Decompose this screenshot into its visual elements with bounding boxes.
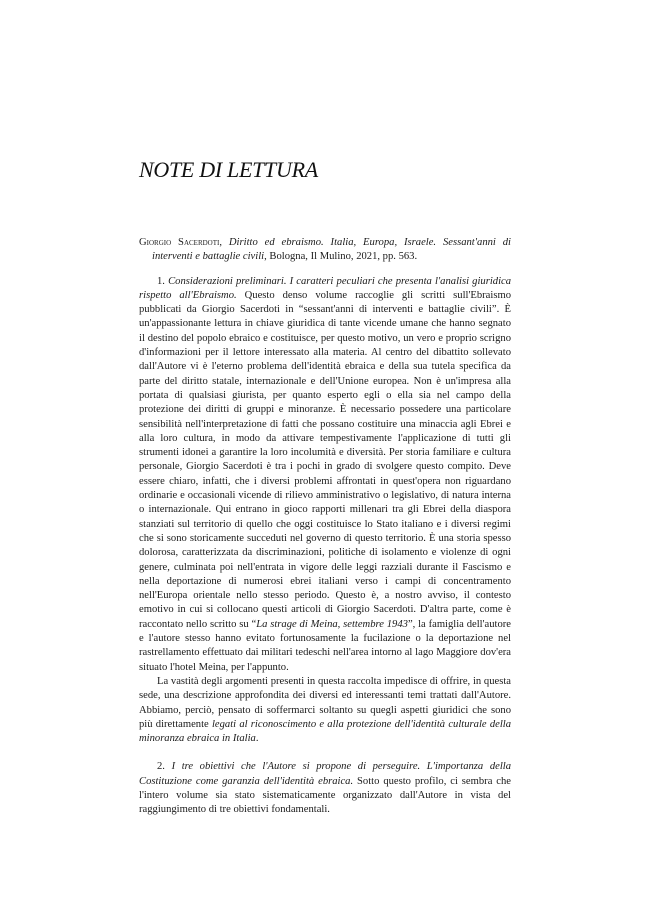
paragraph-1-number: 1.: [157, 275, 169, 287]
paragraph-3-number: 2.: [157, 761, 172, 773]
citation-author-separator: ,: [219, 237, 229, 248]
paragraph-1-body-end: ”, la famiglia dell'autore e l'autore stesso hanno evitato fortunosamente la fucilazione o la deportazione nel rastrellamento effettuato dai militari tedeschi nell'area intorno al lago Maggiore dov'era situato l'hotel Meina, per l'appunto.: [139, 618, 511, 673]
book-citation: [139, 236, 511, 265]
paragraph-3: [139, 760, 511, 817]
section-title: NOTE DI LETTURA: [139, 157, 318, 182]
paragraph-2: [139, 675, 511, 746]
citation-author: Giorgio Sacerdoti: [139, 237, 220, 248]
paragraph-3-body: Sotto questo profilo, ci sembra che l'intero volume sia stato sistematicamente organizzato dall'Autore in vista del raggiungimento di tre obiettivi fondamentali.: [139, 775, 511, 816]
paragraph-1-heading: Considerazioni preliminari. I caratteri peculiari che presenta l'analisi giuridica rispetto all'Ebraismo.: [139, 275, 512, 301]
paragraph-2-body: La vastità degli argomenti presenti in questa raccolta impedisce di offrire, in questa sede, una descrizione approfondita dei diversi ed interessanti temi trattati dall'Autore. Abbiamo, perciò, pensato di soffermarci soltanto su quegli aspetti giuridici che sono più direttamente: [139, 675, 511, 730]
paragraph-1-quote: La strage di Meina, settembre 1943: [256, 618, 408, 630]
citation-title: Diritto ed ebraismo. Italia, Europa, Israele. Sessant'anni di interventi e battaglie civili: [152, 237, 512, 263]
review-body: [139, 236, 511, 818]
paragraph-2-period: .: [255, 733, 259, 745]
paragraph-3-heading: I tre obiettivi che l'Autore si propone di perseguire. L'importanza della Costituzione come garanzia dell'identità ebraica.: [139, 761, 512, 787]
paragraph-1: [139, 275, 511, 675]
citation-details: , Bologna, Il Mulino, 2021, pp. 563.: [264, 251, 418, 263]
paragraph-2-italic: legati al riconoscimento e alla protezione dell'identità culturale della minoranza ebraica in Italia: [139, 718, 512, 745]
paragraph-1-body: Questo denso volume raccoglie gli scritti sull'Ebraismo pubblicati da Giorgio Sacerdoti in “sessant'anni di interventi e battaglie civili”. È un'appassionante lettura in chiave giuridica di tante vicende umane che hanno segnato il destino del popolo ebraico e costituisce, per questo motivo, un vero e proprio scrigno d'informazioni per il lettore interessato alla materia. Al centro del dibattito sollevato dall'Autore vi è l'eterno problema dell'identità ebraica e della sua tutela specifica da parte del diritto statale, internazionale e dell'Unione europea. Non è un'impresa alla portata di qualsiasi giurista, per quanto esperto egli o ella sia nel campo della protezione dei diritti di gruppi e minoranze. È necessario possedere una particolare sensibilità nell'interpretazione di fatti che possano costituire una minaccia agli Ebrei e alla loro cultura, in modo da attivare tempestivamente l'applicazione di tutti gli strumenti idonei a garantire la loro incolumità e diversità. Per storia familiare e cultura personale, Giorgio Sacerdoti è tra i pochi in grado di svolgere questo compito. Deve essere chiaro, infatti, che i diversi problemi affrontati in quest'opera non riguardano ordinarie e occasionali vicende di rilievo amministrativo o legislativo, di natura interna o internazionale. Qui entrano in gioco rapporti millenari tra gli Ebrei della diaspora stanziati sul territorio di quello che oggi costituisce lo Stato italiano e i diversi regimi che si sono storicamente succeduti nel governo di questo territorio. È una storia spesso dolorosa, caratterizzata da discriminazioni, politiche di isolamento e violenze di ogni genere, culminata poi nell'entrata in vigore delle leggi razziali durante il Fascismo e nella deportazione di numerosi ebrei italiani verso i campi di concentramento nell'Europa orientale nello stesso periodo. Questo è, a nostro avviso, il contesto emotivo in cui si collocano questi articoli di Giorgio Sacerdoti. D'altra parte, come è raccontato nello scritto su “: [139, 289, 511, 630]
